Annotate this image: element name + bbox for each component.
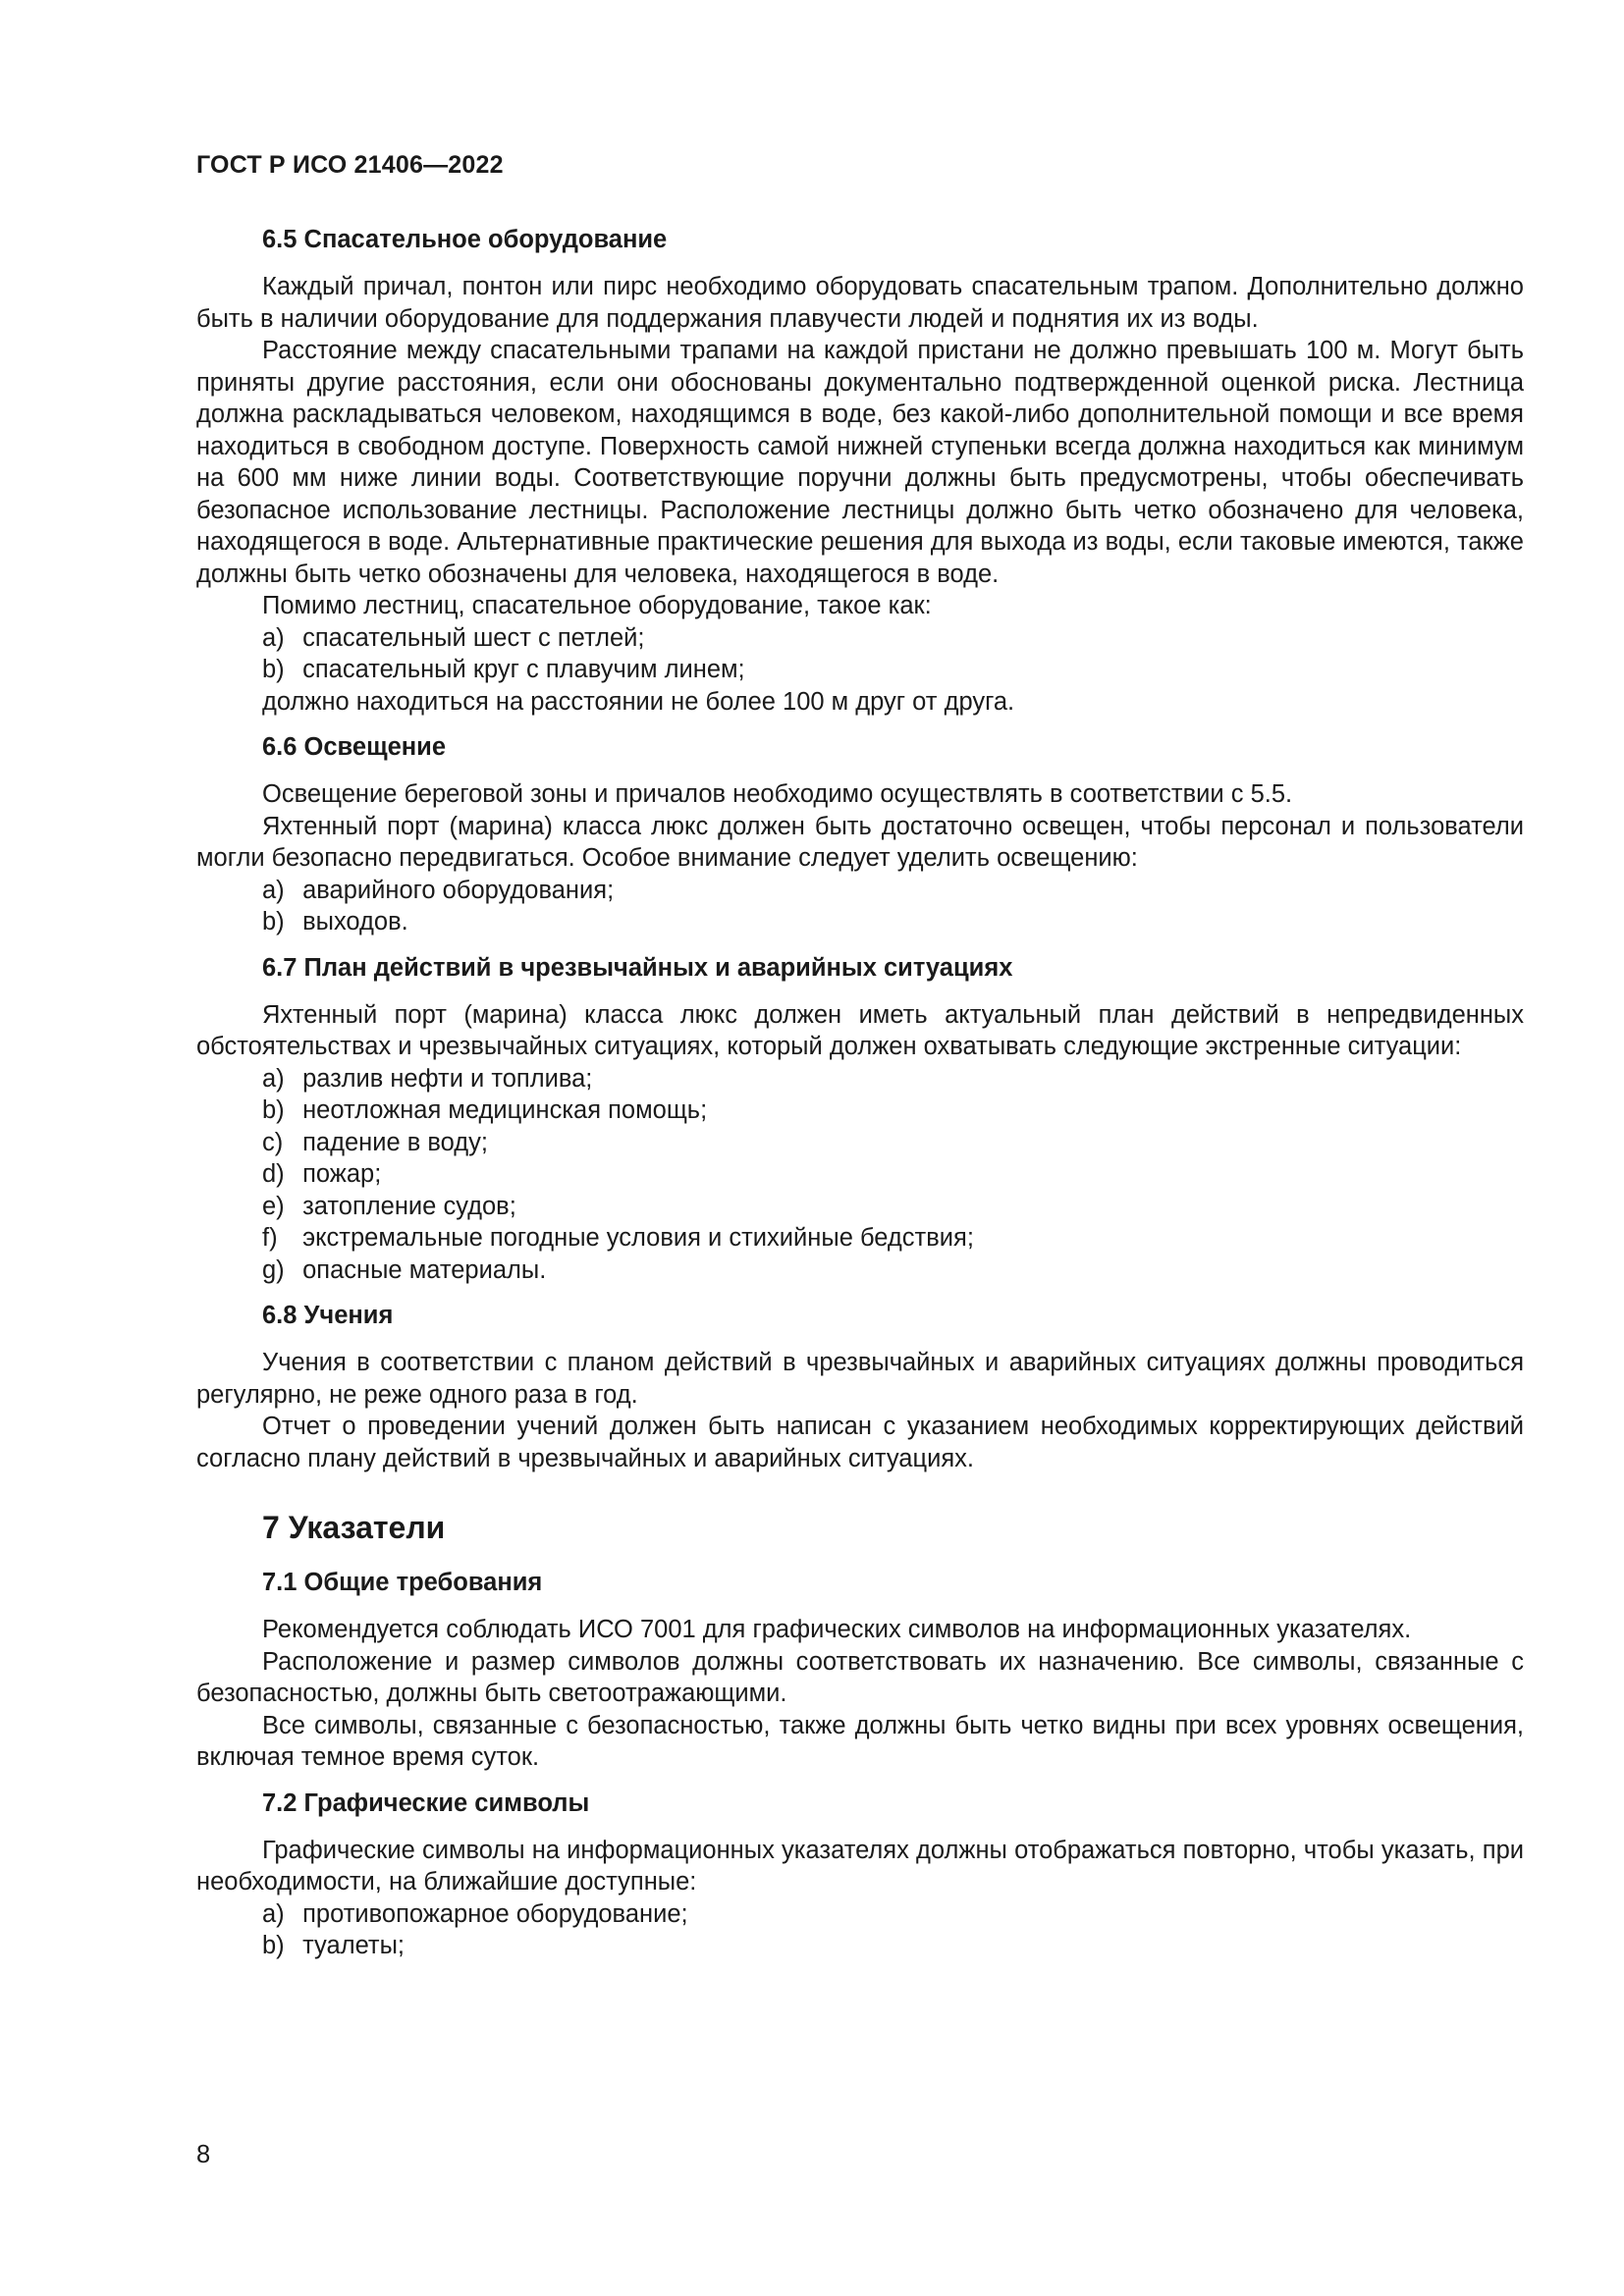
heading-7-1: 7.1 Общие требования — [262, 1569, 543, 1596]
list-item — [196, 1158, 1524, 1191]
list-letter: b) — [262, 1932, 285, 1959]
list-item — [196, 1063, 1524, 1095]
list-letter: d) — [262, 1160, 285, 1188]
list-text: затопление судов; — [302, 1192, 516, 1220]
paragraph: Расположение и размер символов должны соответствовать их назначению. Все символы, связанные с безопасностью, должны быть светоотражающими. — [196, 1647, 1524, 1707]
list-7-2 — [196, 1898, 1524, 1962]
list-item — [196, 654, 1524, 686]
list-text: падение в воду; — [302, 1128, 488, 1156]
heading-7-2: 7.2 Графические символы — [262, 1789, 590, 1817]
paragraph: Графические символы на информационных указателях должны отображаться повторно, чтобы указать, при необходимости, на ближайшие доступные: — [196, 1836, 1524, 1896]
paragraph: Отчет о проведении учений должен быть написан с указанием необходимых корректирующих действий согласно плану действий в чрезвычайных и аварийных ситуациях. — [196, 1413, 1524, 1472]
list-letter: c) — [262, 1128, 284, 1156]
list-letter: b) — [262, 656, 285, 683]
list-6-7 — [196, 1063, 1524, 1287]
heading-7: 7 Указатели — [262, 1510, 446, 1545]
paragraph: Освещение береговой зоны и причалов необходимо осуществлять в соответствии с 5.5. — [262, 780, 1293, 808]
list-item — [196, 1930, 1524, 1962]
list-text: разлив нефти и топлива; — [302, 1064, 593, 1093]
page-number: 8 — [196, 2141, 211, 2168]
paragraph: Учения в соответствии с планом действий в чрезвычайных и аварийных ситуациях должны проводиться регулярно, не реже одного раза в год. — [196, 1349, 1524, 1409]
paragraph: Помимо лестниц, спасательное оборудование, такое как: — [262, 592, 932, 619]
list-6-6 — [196, 875, 1524, 938]
list-item — [196, 1191, 1524, 1223]
list-letter: b) — [262, 1096, 285, 1124]
heading-6-7: 6.7 План действий в чрезвычайных и аварийных ситуациях — [262, 953, 1013, 982]
list-text: спасательный шест с петлей; — [302, 623, 645, 652]
list-letter: f) — [262, 1224, 278, 1252]
list-text: неотложная медицинская помощь; — [302, 1096, 708, 1124]
list-letter: a) — [262, 623, 285, 652]
list-letter: a) — [262, 876, 285, 904]
heading-6-5: 6.5 Спасательное оборудование — [262, 226, 668, 253]
list-letter: e) — [262, 1192, 285, 1220]
paragraph: Каждый причал, понтон или пирс необходимо оборудовать спасательным трапом. Дополнительно должно быть в наличии оборудование для поддержания плавучести людей и поднятия их из воды. — [196, 273, 1524, 333]
list-letter: a) — [262, 1899, 285, 1928]
list-text: опасные материалы. — [302, 1255, 547, 1284]
heading-6-6: 6.6 Освещение — [262, 733, 447, 761]
list-item — [196, 1898, 1524, 1931]
paragraph: Расстояние между спасательными трапами на каждой пристани не должно превышать 100 м. Могут быть приняты другие расстояния, если они обоснованы документально подтвержденной оценкой риска. Лестница должна раскладываться человеком, находящимся в воде, без какой-либо дополнительной помощи и все время находиться в свободном доступе. Поверхность самой нижней ступеньки всегда должна находиться как минимум на 600 мм ниже линии воды. Соответствующие поручни должны быть предусмотрены, чтобы обеспечивать безопасное использование лестницы. Расположение лестницы должно быть четко обозначено для человека, находящегося в воде. Альтернативные практические решения для выхода из воды, если таковые имеются, также должны быть четко обозначены для человека, находящегося в воде. — [196, 337, 1524, 588]
document-body — [196, 224, 1524, 1962]
list-text: экстремальные погодные условия и стихийные бедствия; — [302, 1224, 974, 1252]
list-letter: g) — [262, 1255, 285, 1284]
list-text: аварийного оборудования; — [302, 876, 615, 904]
paragraph: Яхтенный порт (марина) класса люкс должен иметь актуальный план действий в непредвиденных обстоятельствах и чрезвычайных ситуациях, который должен охватывать следующие экстренные ситуации: — [196, 1000, 1524, 1060]
list-item — [196, 1255, 1524, 1287]
list-item — [196, 875, 1524, 907]
list-text: противопожарное оборудование; — [302, 1899, 688, 1928]
paragraph: должно находиться на расстоянии не более 100 м друг от друга. — [262, 687, 1015, 716]
list-text: выходов. — [302, 908, 408, 935]
list-text: спасательный круг с плавучим линем; — [302, 656, 745, 683]
list-item — [196, 1222, 1524, 1255]
paragraph: Рекомендуется соблюдать ИСО 7001 для графических символов на информационных указателях. — [262, 1616, 1412, 1643]
list-item — [196, 622, 1524, 655]
list-text: пожар; — [302, 1160, 382, 1188]
list-letter: a) — [262, 1064, 285, 1093]
list-text: туалеты; — [302, 1932, 406, 1959]
running-header: ГОСТ Р ИСО 21406—2022 — [196, 151, 504, 179]
list-letter: b) — [262, 908, 285, 935]
list-item — [196, 906, 1524, 938]
list-item — [196, 1127, 1524, 1159]
paragraph: Все символы, связанные с безопасностью, также должны быть четко видны при всех уровнях освещения, включая темное время суток. — [196, 1711, 1524, 1771]
list-item — [196, 1095, 1524, 1127]
heading-6-8: 6.8 Учения — [262, 1302, 394, 1329]
paragraph: Яхтенный порт (марина) класса люкс должен быть достаточно освещен, чтобы персонал и пользователи могли безопасно передвигаться. Особое внимание следует уделить освещению: — [196, 812, 1524, 872]
list-6-5 — [196, 622, 1524, 686]
